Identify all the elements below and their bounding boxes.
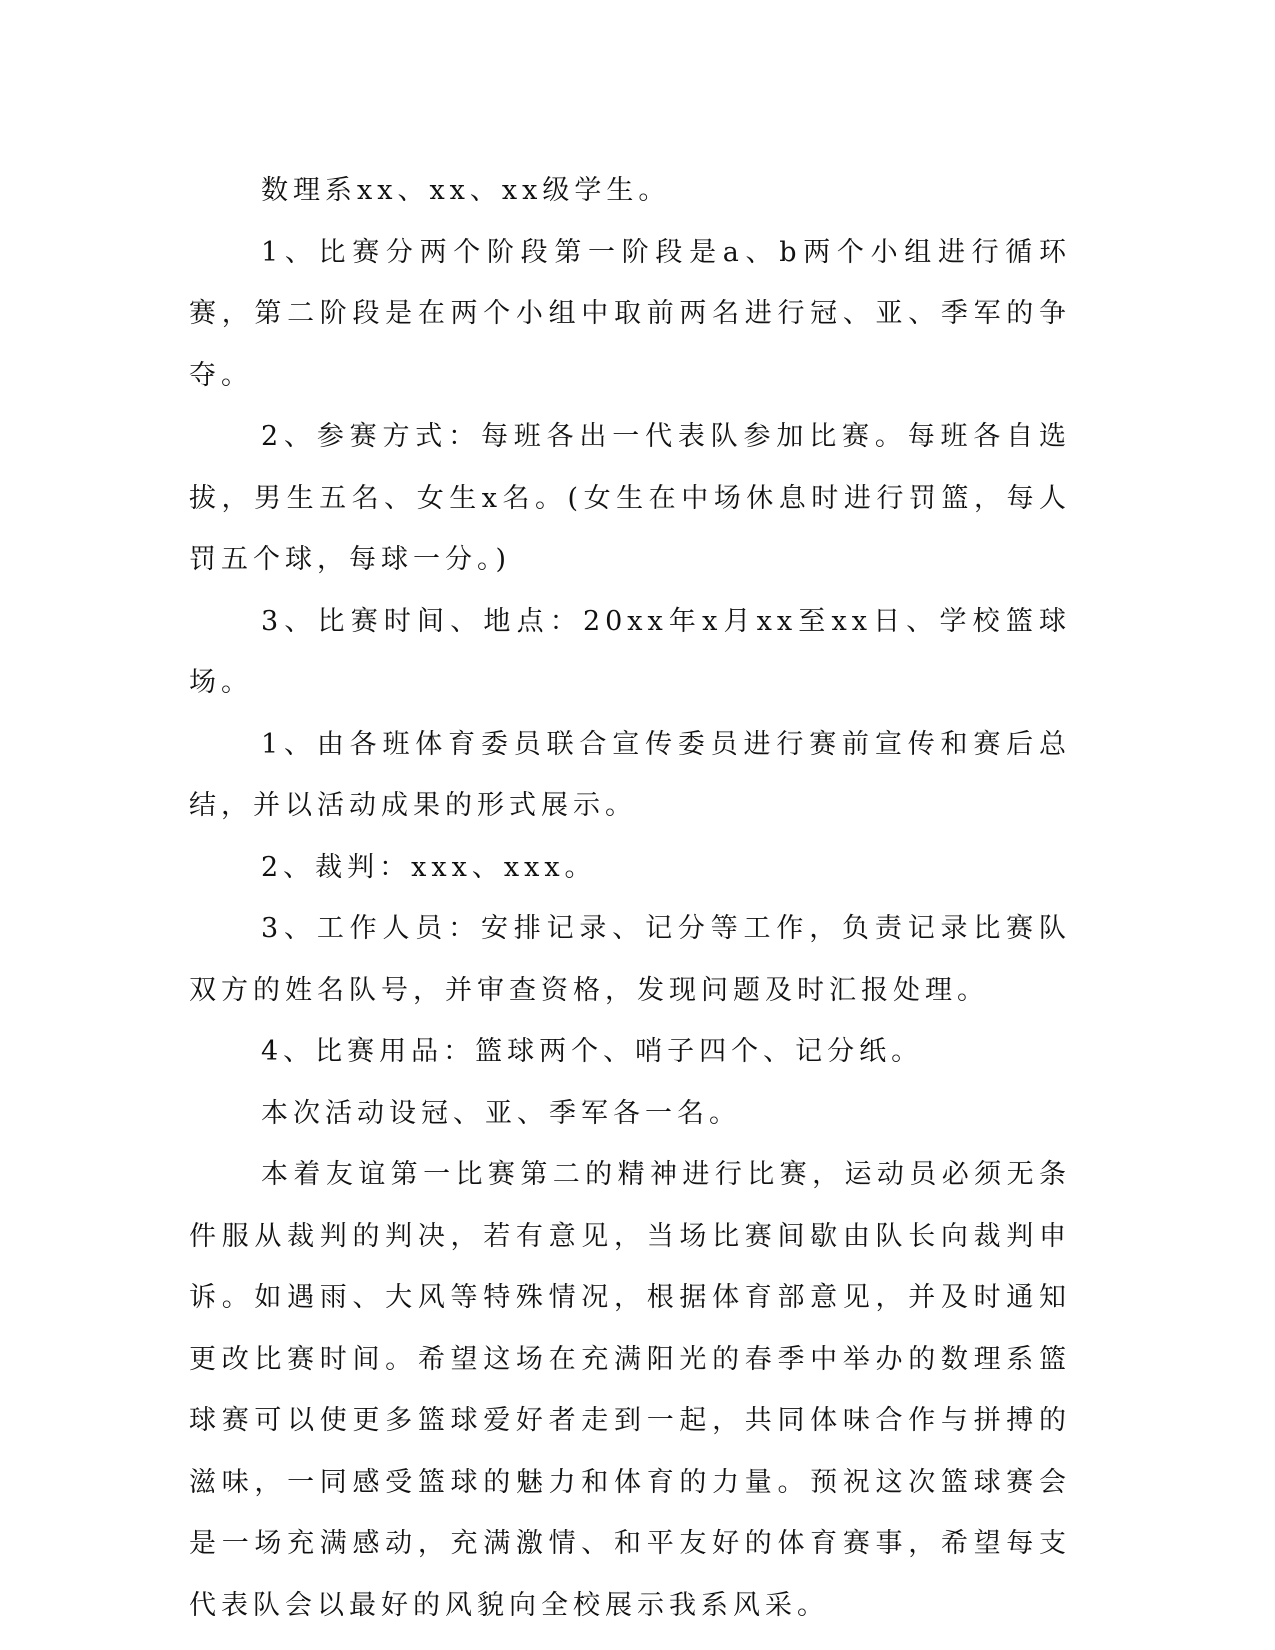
paragraph-referees: 2、裁判：xxx、xxx。	[261, 851, 597, 883]
paragraph-participation-method: 2、参赛方式：每班各出一代表队参加比赛。每班各自选拔，男生五名、女生x名。(女生在中场休息时进行罚篮，每人罚五个球，每球一分。)	[189, 421, 1071, 575]
paragraph-spirit: 本着友谊第一比赛第二的精神进行比赛，运动员必须无条件服从裁判的判决，若有意见，当场比赛间歇由队长向裁判申诉。如遇雨、大风等特殊情况，根据体育部意见，并及时通知更改比赛时间。希望这场在充满阳光的春季中举办的数理系篮球赛可以使更多篮球爱好者走到一起，共同体味合作与拼搏的滋味，一同感受篮球的魅力和体育的力量。预祝这次篮球赛会是一场充满感动，充满激情、和平友好的体育赛事，希望每支代表队会以最好的风貌向全校展示我系风采。	[189, 1159, 1071, 1621]
paragraph-equipment: 4、比赛用品：篮球两个、哨子四个、记分纸。	[261, 1036, 924, 1067]
document-body	[189, 160, 1071, 1636]
paragraph-awards: 本次活动设冠、亚、季军各一名。	[261, 1097, 741, 1129]
paragraph-competition-stages: 1、比赛分两个阶段第一阶段是a、b两个小组进行循环赛，第二阶段是在两个小组中取前两名进行冠、亚、季军的争夺。	[189, 236, 1071, 391]
paragraph-time-location: 3、比赛时间、地点：20xx年x月xx至xx日、学校篮球场。	[189, 605, 1071, 698]
paragraph-staff: 3、工作人员：安排记录、记分等工作，负责记录比赛队双方的姓名队号，并审查资格，发现问题及时汇报处理。	[189, 913, 1071, 1006]
paragraph-publicity: 1、由各班体育委员联合宣传委员进行赛前宣传和赛后总结，并以活动成果的形式展示。	[189, 728, 1071, 821]
paragraph-participants: 数理系xx、xx、xx级学生。	[261, 175, 671, 206]
